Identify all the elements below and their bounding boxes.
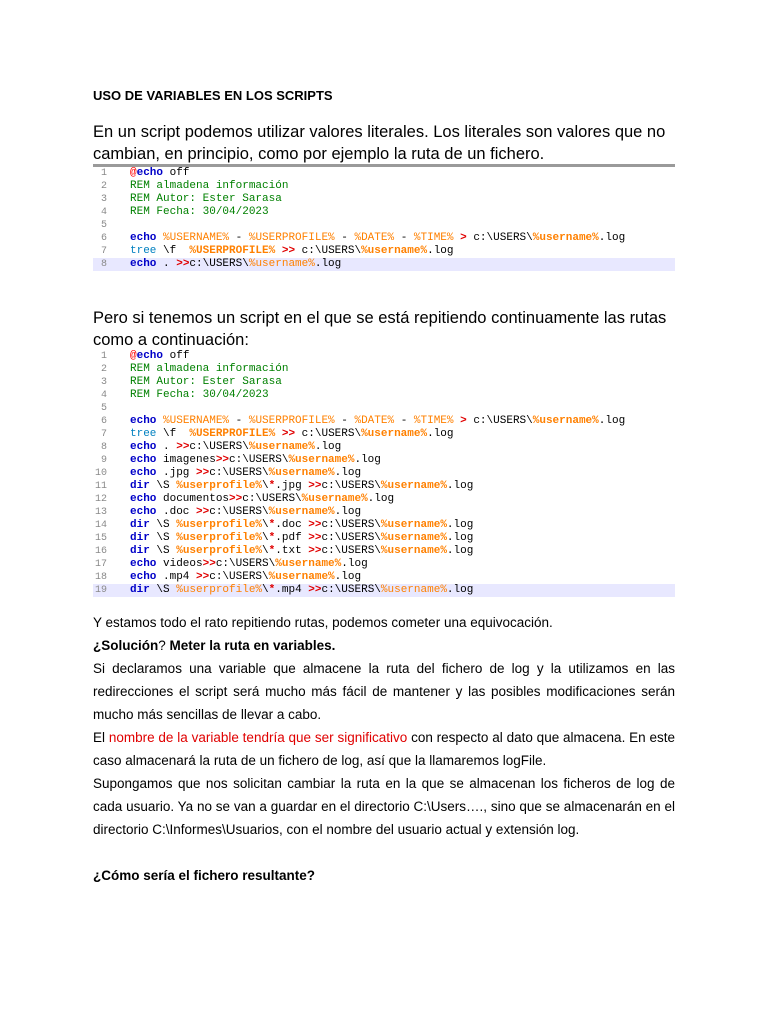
code-line: 1 @echo off [100,350,190,362]
code-line: 10 echo .jpg >>c:\USERS\%username%.log [94,467,362,479]
code-line: 19 dir \S %userprofile%\*.mp4 >>c:\USERS\%username%.log [93,584,675,597]
paragraph: Si declaramos una variable que almacene la ruta del fichero de log y la utilizamos en las redirecciones el script será mucho más fácil de mantener y las posibles modificaciones serán mucho más sencillas de llevar a cabo. [93,661,675,722]
code-line: 13 echo .doc >>c:\USERS\%username%.log [94,506,362,518]
paragraph-solution: ¿Solución? Meter la ruta en variables. [93,638,336,653]
code-line: 7 tree \f %USERPROFILE% >> c:\USERS\%username%.log [100,245,454,257]
document-title: USO DE VARIABLES EN LOS SCRIPTS [93,88,333,103]
code-line: 15 dir \S %userprofile%\*.pdf >>c:\USERS\%username%.log [94,532,474,544]
code-line: 14 dir \S %userprofile%\*.doc >>c:\USERS\%username%.log [94,519,474,531]
code-line: 2 REM almadena información [100,363,289,375]
code-line: 5 [100,220,107,231]
paragraph-question: ¿Cómo sería el fichero resultante? [93,868,316,883]
code-line: 8 echo . >>c:\USERS\%username%.log [100,441,342,453]
paragraph-naming: El nombre de la variable tendría que ser significativo con respecto al dato que almacena. En este caso almacenará la ruta de un fichero de log, así que la llamaremos logFile. [93,730,675,768]
code-line: 6 echo %USERNAME% - %USERPROFILE% - %DATE% - %TIME% > c:\USERS\%username%.log [100,415,626,427]
code-line: 8 echo . >>c:\USERS\%username%.log [93,258,675,271]
code-line: 3 REM Autor: Ester Sarasa [100,376,282,388]
code-line: 4 REM Fecha: 30/04/2023 [100,206,269,218]
code-line: 3 REM Autor: Ester Sarasa [100,193,282,205]
code-line: 18 echo .mp4 >>c:\USERS\%username%.log [94,571,362,583]
intro-paragraph-1: En un script podemos utilizar valores literales. Los literales son valores que no cambian, en principio, como por ejemplo la ruta de un fichero. [93,123,666,163]
code-line: 4 REM Fecha: 30/04/2023 [100,389,269,401]
code-line: 2 REM almadena información [100,180,289,192]
code-line: 1 @echo off [100,167,190,179]
paragraph: Supongamos que nos solicitan cambiar la ruta en la que se almacenan los ficheros de log de cada usuario. Ya no se van a guardar en el directorio C:\Users…., sino que se almacenarán en el directorio C:\Informes\Usuarios, con el nombre del usuario actual y extensión log. [93,776,675,837]
code-line: 6 echo %USERNAME% - %USERPROFILE% - %DATE% - %TIME% > c:\USERS\%username%.log [100,232,626,244]
code-line: 12 echo documentos>>c:\USERS\%username%.log [94,493,395,505]
code-block-2 [93,350,675,597]
paragraph: Y estamos todo el rato repitiendo rutas, podemos cometer una equivocación. [93,615,553,630]
code-line: 9 echo imagenes>>c:\USERS\%username%.log [100,454,381,466]
code-line: 11 dir \S %userprofile%\*.jpg >>c:\USERS\%username%.log [94,480,474,492]
code-block-1 [93,167,675,271]
code-line: 5 [100,403,107,414]
code-line: 17 echo videos>>c:\USERS\%username%.log [94,558,368,570]
code-line: 16 dir \S %userprofile%\*.txt >>c:\USERS\%username%.log [94,545,474,557]
intro-paragraph-2: Pero si tenemos un script en el que se está repitiendo continuamente las rutas como a continuación: [93,309,667,349]
code-line: 7 tree \f %USERPROFILE% >> c:\USERS\%username%.log [100,428,454,440]
